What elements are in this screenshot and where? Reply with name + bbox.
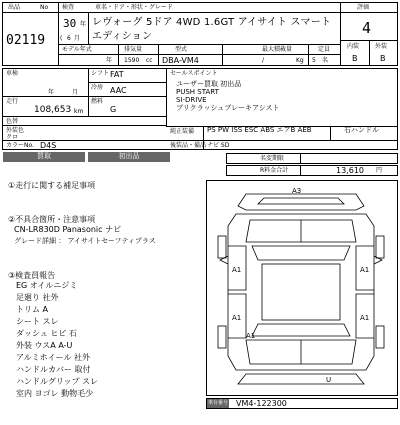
note-mileage-title: ①走行に関する補足事項 xyxy=(8,181,96,190)
recycle-unit: 円 xyxy=(376,167,383,174)
inspector-line-3: トリム A xyxy=(16,305,49,314)
exterior-grade: B xyxy=(380,54,386,63)
max-load-unit: Kg xyxy=(296,57,304,64)
model-label: 車名・ドア・形状・グレード xyxy=(95,4,173,11)
interior-grade: B xyxy=(352,54,358,63)
owner-change-box xyxy=(226,153,398,164)
color-code-label: カラーNo. xyxy=(6,142,34,149)
note-inspector-title: ③検査員報告 xyxy=(8,271,56,280)
capacity-unit: 名 xyxy=(322,57,329,64)
selling-point-3: SI-DRIVE xyxy=(176,96,207,104)
model-year-unit: 年 xyxy=(106,57,113,64)
capacity-value: 5 xyxy=(312,57,316,64)
reg-year: 30 xyxy=(63,17,77,30)
note-issue-2: グレード詳細 ： アイサイトセーフティプラス xyxy=(14,237,156,245)
venue-value: No xyxy=(40,4,49,11)
chassis-frame xyxy=(206,398,398,409)
inspection-label: 車検 xyxy=(6,70,19,77)
score-label: 評価 xyxy=(357,4,370,11)
displacement-unit: cc xyxy=(146,57,153,64)
recycle-value: 13,610 xyxy=(336,166,364,175)
inspector-line-9: ハンドルグリップ スレ xyxy=(16,377,99,386)
damage-mark-left-rear: A1 xyxy=(232,314,242,322)
damage-mark-right-front: A1 xyxy=(360,266,370,274)
color-code-value: D4S xyxy=(40,141,57,150)
first-listing-badge: 初出品 xyxy=(88,152,170,162)
inspector-line-4: シート スレ xyxy=(16,317,59,326)
reg-month: 6 xyxy=(67,35,71,42)
damage-mark-right-rear: A1 xyxy=(360,314,370,322)
score-value: 4 xyxy=(362,19,372,37)
ac-label: 冷房 xyxy=(91,84,104,91)
reg-year-unit: 年 xyxy=(80,21,87,28)
interior-label: 内装 xyxy=(347,43,360,50)
owner-change-label: 名変期限 xyxy=(260,155,285,162)
equipment-value: PS PW ISS ESC ABS エアB AEB xyxy=(207,126,312,134)
max-load-label: 最大積載量 xyxy=(262,46,293,53)
shift-value: FAT xyxy=(110,70,124,79)
damage-mark-bumper: U xyxy=(326,376,332,384)
mileage-label: 走行 xyxy=(6,98,19,105)
venue-label: 出品 xyxy=(8,4,21,11)
aftermarket-value: ナビ SD xyxy=(207,142,230,149)
recycle-label: R料金合計 xyxy=(260,167,289,174)
color-change-label: 色替 xyxy=(6,118,19,125)
fuel-label: 燃料 xyxy=(91,98,104,105)
aftermarket-label: 後装品・備品 xyxy=(170,142,207,149)
body-color-value: クロ xyxy=(6,134,19,141)
displacement-label: 排気量 xyxy=(124,46,143,53)
handle-label: 右ハンドル xyxy=(344,126,379,134)
selling-points-title: セールスポイント xyxy=(170,70,218,77)
reg-month-label: ( xyxy=(60,35,63,42)
inspector-line-7: アルミホイール 社外 xyxy=(16,353,91,362)
selling-point-2: PUSH START xyxy=(176,88,219,96)
note-issues-title: ②不具合箇所・注意事項 xyxy=(8,215,96,224)
reg-month-unit: 月 xyxy=(74,35,81,42)
damage-mark-roof: A3 xyxy=(292,187,302,195)
purchase-badge: 買取 xyxy=(3,152,85,162)
selling-point-4: ブリクラッシュブレーキアシスト xyxy=(176,104,280,112)
chassis-number: VM4-122300 xyxy=(236,399,287,408)
inspector-line-5: ダッシュ ヒビ 石 xyxy=(16,329,77,338)
model-year-label: モデル年式 xyxy=(62,46,92,53)
inspector-line-10: 室内 ヨゴレ 動物毛少 xyxy=(16,389,94,398)
selling-point-1: ユーザー買取 初出品 xyxy=(176,80,242,88)
shift-label: シフト xyxy=(91,70,110,77)
recycle-box xyxy=(226,165,398,176)
ac-value: AAC xyxy=(110,86,127,95)
inspection-year-unit: 年 xyxy=(48,89,55,96)
capacity-label: 定員 xyxy=(318,46,331,53)
condition-diagram xyxy=(206,180,398,396)
mileage-value: 108,653 xyxy=(34,105,72,115)
damage-mark-trunk: A1 xyxy=(246,332,256,340)
inspection-month-unit: 月 xyxy=(72,89,79,96)
body-color-label: 外装色 xyxy=(6,127,25,134)
mileage-unit: km xyxy=(74,108,84,115)
inspector-line-6: 外装 ウスA A-U xyxy=(16,341,73,350)
model-name: レヴォーグ 5ドア 4WD 1.6GT アイサイト スマートエディション xyxy=(92,17,332,42)
max-load-value: / xyxy=(262,57,265,64)
note-issue-1: CN-LR830D Panasonic ナビ xyxy=(14,225,122,234)
model-code-label: 型式 xyxy=(175,46,188,53)
damage-mark-left-front: A1 xyxy=(232,266,242,274)
inspector-line-8: ハンドルカバー 取付 xyxy=(16,365,91,374)
equipment-label: 純正装備 xyxy=(170,128,195,135)
inspection-type-label: 検査 xyxy=(62,4,75,11)
exterior-label: 外装 xyxy=(375,43,388,50)
inspector-line-1: EG オイルニジミ xyxy=(16,281,78,290)
model-code: DBA-VM4 xyxy=(162,56,199,65)
inspector-line-2: 足廻り 社外 xyxy=(16,293,59,302)
fuel-value: G xyxy=(110,105,117,114)
displacement-value: 1590 xyxy=(124,57,140,64)
lot-number: 02119 xyxy=(6,33,46,48)
chassis-label: 車台番号 xyxy=(207,400,228,406)
